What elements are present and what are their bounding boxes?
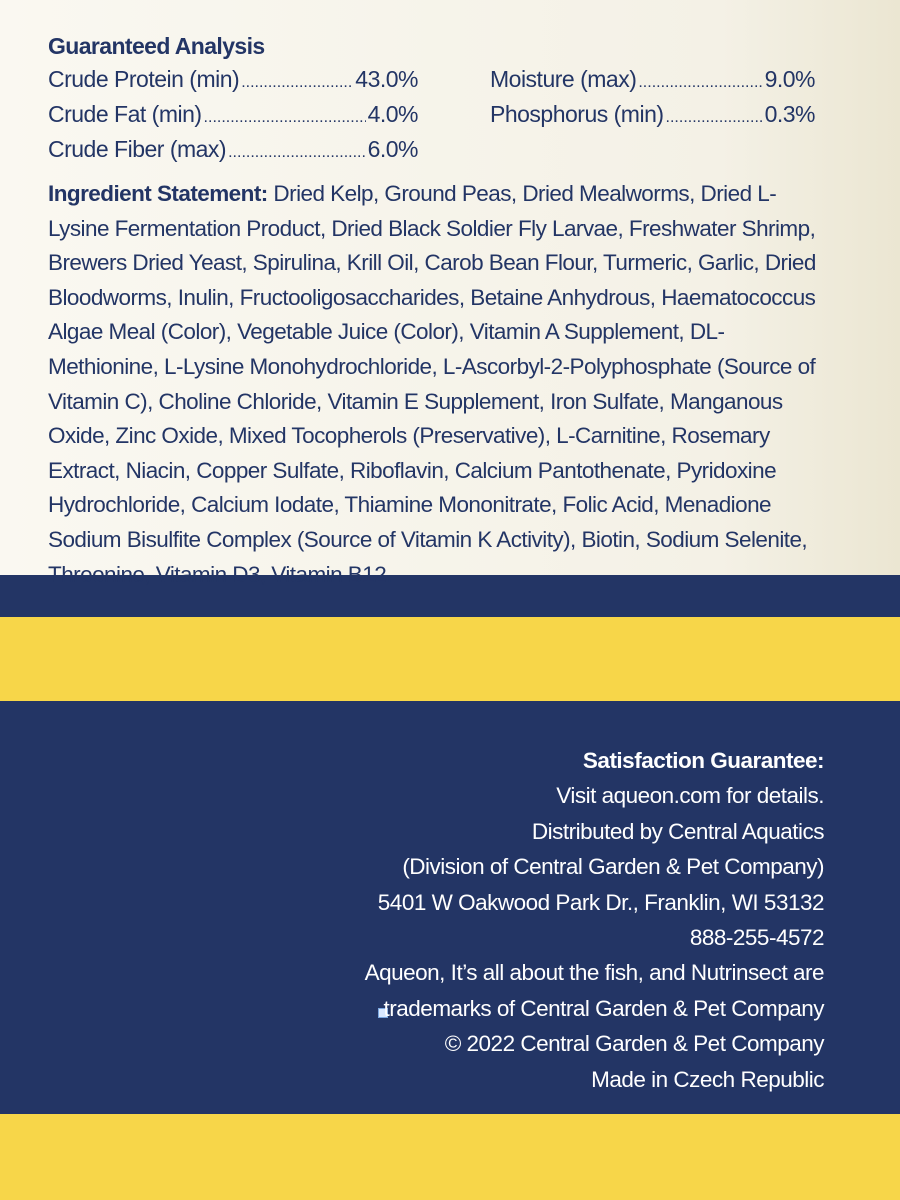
trademark-text: trademarks of Central Garden & Pet Company (383, 995, 824, 1021)
guarantee-visit-text: Visit aqueon.com for details. (556, 783, 824, 809)
analysis-row (490, 101, 815, 135)
dot-leader (666, 109, 763, 127)
analysis-value: 0.3% (764, 101, 815, 127)
guaranteed-analysis-title: Guaranteed Analysis (48, 33, 265, 59)
copyright-line: © 2022 Central Garden & Pet Company (444, 1031, 824, 1057)
guarantee-title: Satisfaction Guarantee: (582, 748, 824, 773)
dot-leader (228, 144, 365, 162)
analysis-label: Crude Fiber (max) (48, 136, 227, 162)
analysis-value: 4.0% (367, 101, 418, 127)
yellow-stripe-bottom (0, 1114, 900, 1200)
ingredient-statement (48, 177, 818, 592)
trademark-line-1: Aqueon, It’s all about the fish, and Nutrinsect are (364, 960, 824, 986)
address-line: 5401 W Oakwood Park Dr., Franklin, WI 53132 (377, 889, 824, 915)
dot-leader (241, 74, 353, 92)
trademark-line-2 (264, 991, 824, 1026)
analysis-value: 6.0% (367, 136, 418, 162)
yellow-stripe-top (0, 617, 900, 701)
analysis-value: 9.0% (764, 66, 815, 92)
analysis-row (48, 66, 418, 100)
division-line: (Division of Central Garden & Pet Company) (402, 854, 824, 880)
origin-line: Made in Czech Republic (591, 1066, 824, 1092)
analysis-row (48, 136, 418, 170)
analysis-row (48, 101, 418, 135)
phone-line: 888-255-4572 (689, 925, 824, 951)
distributor-line: Distributed by Central Aquatics (531, 818, 824, 844)
ingredient-statement-label: Ingredient Statement: (48, 181, 268, 206)
analysis-row (490, 66, 815, 100)
satisfaction-guarantee-block (264, 743, 824, 1097)
ingredient-list: Dried Kelp, Ground Peas, Dried Mealworms, Dried L-Lysine Fermentation Product, Dried Black Soldier Fly Larvae, Freshwater Shrimp, Brewers Dried Yeast, Spirulina, Krill Oil, Carob Bean Flour, Turmeric, Garlic, Dried Bloodworms, Inulin, Fructooligosaccharides, Betaine Anhydrous, Haematococcus Algae Meal (Color), Vegetable Juice (Color), Vitamin A Supplement, DL-Methionine, L-Lysine Monohydrochloride, L-Ascorbyl-2-Polyphosphate (Source of Vitamin C), Choline Chloride, Vitamin E Supplement, Iron Sulfate, Manganous Oxide, Zinc Oxide, Mixed Tocopherols (Preservative), L-Carnitine, Rosemary Extract, Niacin, Copper Sulfate, Riboflavin, Calcium Pantothenate, Pyridoxine Hydrochloride, Calcium Iodate, Thiamine Mononitrate, Folic Acid, Menadione Sodium Bisulfite Complex (Source of Vitamin K Activity), Biotin, Sodium Selenite, Threonine, Vitamin D3, Vitamin B12. (48, 181, 816, 587)
dot-leader (204, 109, 366, 127)
analysis-label: Crude Fat (min) (48, 101, 202, 127)
dot-leader (638, 74, 762, 92)
analysis-label: Phosphorus (min) (490, 101, 664, 127)
analysis-value: 43.0% (355, 66, 418, 92)
analysis-label: Crude Protein (min) (48, 66, 240, 92)
analysis-label: Moisture (max) (490, 66, 637, 92)
